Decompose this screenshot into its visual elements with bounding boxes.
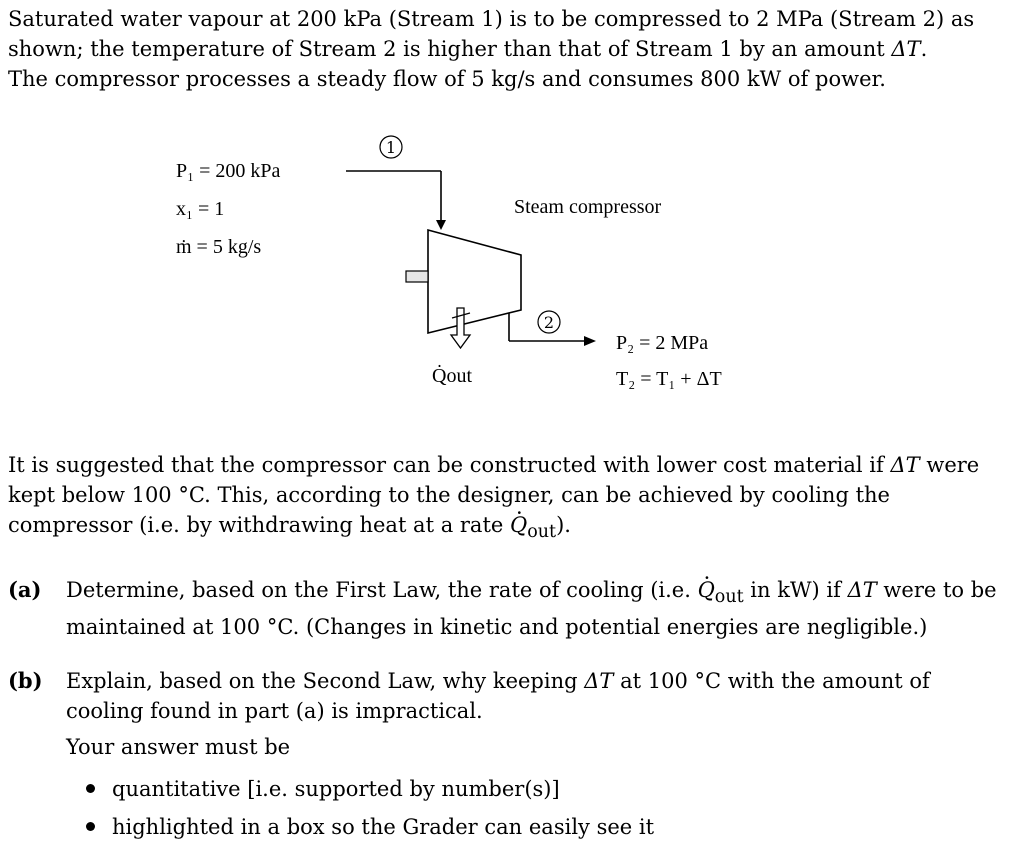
stream-1-marker: 1 xyxy=(385,138,397,157)
question-a-l1-mid: in kW) if xyxy=(743,578,848,602)
delta-t-symbol: ΔT xyxy=(890,453,920,477)
intro-line-1: Saturated water vapour at 200 kPa (Stream 1) is to be compressed to 2 MPa (Stream 2) as xyxy=(8,7,975,31)
question-a-line-2: maintained at 100 °C. (Changes in kinetic and potential energies are negligible.) xyxy=(66,615,928,640)
question-b-l1-text: Explain, based on the Second Law, why keeping xyxy=(66,669,585,693)
compressor-shaft xyxy=(406,271,428,282)
question-b xyxy=(8,666,1020,726)
outlet-temperature-label: T₂ = T₁ + ΔT xyxy=(616,368,722,390)
list-item: quantitative [i.e. supported by number(s)] xyxy=(66,770,654,808)
question-a-line-1 xyxy=(66,575,1020,612)
q-dot-symbol: Q · xyxy=(698,575,715,605)
delta-t-symbol: ΔT xyxy=(891,37,921,61)
question-a-l1-text: Determine, based on the First Law, the rate of cooling (i.e. xyxy=(66,578,698,602)
outlet-pressure-label: P₂ = 2 MPa xyxy=(616,332,709,354)
intro-line-2-text: shown; the temperature of Stream 2 is higher than that of Stream 1 by an amount xyxy=(8,37,892,61)
inlet-quality-label: x₁ = 1 xyxy=(176,198,225,220)
stream-2-marker: 2 xyxy=(543,313,555,332)
question-a xyxy=(8,575,1020,642)
question-b-l1-end: at 100 °C with the amount of xyxy=(613,669,930,693)
answer-requirements-note: Your answer must be xyxy=(66,735,291,759)
compressor-diagram xyxy=(0,130,1024,400)
q-subscript: out xyxy=(714,587,744,608)
suggest-line-3-text: compressor (i.e. by withdrawing heat at a rate xyxy=(8,513,510,537)
delta-t-symbol: ΔT xyxy=(847,578,877,602)
suggest-line-1-end: were xyxy=(919,453,980,477)
inlet-pressure-label: P₁ = 200 kPa xyxy=(176,160,281,182)
suggest-line-3-end: ). xyxy=(556,513,571,537)
suggest-line-1 xyxy=(8,450,1018,480)
question-b-line-2: cooling found in part (a) is impractical. xyxy=(66,699,483,723)
answer-requirements-list xyxy=(66,770,654,846)
q-subscript: out xyxy=(527,522,557,543)
compressor-title: Steam compressor xyxy=(514,196,662,218)
question-b-label: (b) xyxy=(8,668,43,693)
question-b-line-1 xyxy=(66,666,1020,696)
suggest-line-1-text: It is suggested that the compressor can be constructed with lower cost material if xyxy=(8,453,891,477)
intro-line-2 xyxy=(8,34,1018,64)
inlet-arrow-head xyxy=(436,220,446,230)
q-dot-symbol: Q · xyxy=(510,510,527,540)
suggest-line-2: kept below 100 °C. This, according to the designer, can be achieved by cooling the xyxy=(8,483,890,507)
question-a-l1-end: were to be xyxy=(876,578,997,602)
suggestion-paragraph xyxy=(8,450,1018,547)
list-item: highlighted in a box so the Grader can easily see it xyxy=(66,808,654,846)
intro-paragraph xyxy=(8,4,1018,94)
question-a-label: (a) xyxy=(8,577,42,602)
intro-line-3: The compressor processes a steady flow of 5 kg/s and consumes 800 kW of power. xyxy=(8,67,886,91)
intro-line-2-end: . xyxy=(920,37,928,61)
heat-out-label: Q̇out xyxy=(432,365,472,387)
delta-t-symbol: ΔT xyxy=(584,669,614,693)
compressor-body xyxy=(428,230,521,333)
outlet-arrow-head xyxy=(584,336,596,346)
inlet-massflow-label: ṁ = 5 kg/s xyxy=(176,236,262,258)
suggest-line-3 xyxy=(8,510,1018,547)
